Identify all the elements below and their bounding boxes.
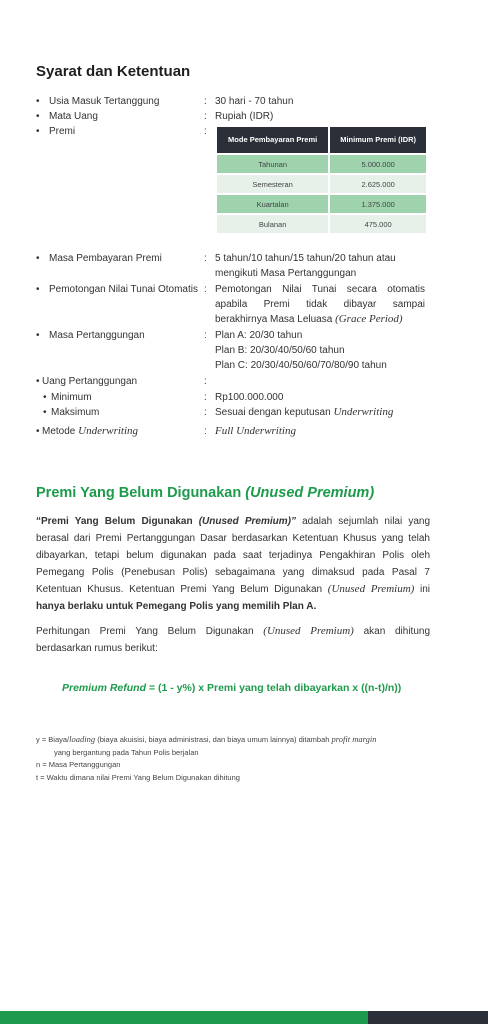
term-value: Sesuai dengan keputusan Underwriting [215,406,394,418]
calculation-paragraph: Perhitungan Premi Yang Belum Digunakan (Unused Premium) akan dihitung berdasarkan rumus berikut: [36,625,431,654]
term-label: Masa Pembayaran Premi [49,253,162,264]
term-value [215,328,425,373]
table-cell-min: 475.000 [330,215,426,233]
table-cell-mode: Tahunan [217,155,330,173]
premi-table [217,125,426,235]
term-label: Minimum [51,392,92,403]
table-cell-min: 1.375.000 [330,195,426,213]
table-cell-min: 2.625.000 [330,175,426,193]
bullet-icon: • [43,392,47,403]
bullet-icon: • [36,376,40,387]
plan-b: Plan B: 20/30/40/50/60 tahun [215,345,345,356]
term-label: Masa Pertanggungan [49,330,145,341]
bullet-icon: • [36,330,40,341]
term-value: Rp100.000.000 [215,392,284,403]
section-title: Premi Yang Belum Digunakan (Unused Premium) [36,485,375,501]
bullet-icon: • [36,284,40,295]
note-y: y = Biaya/loading (biaya akuisisi, biaya administrasi, dan biaya umum lainnya) ditambah profit margin [36,734,377,744]
bullet-icon: • [36,111,40,122]
table-row [217,155,426,173]
term-value: Pemotongan Nilai Tunai secara otomatis apabila Premi tidak dibayar sampai berakhirnya Masa Leluasa (Grace Period) [215,284,425,325]
term-value: 30 hari - 70 tahun [215,96,294,107]
term-value: Full Underwriting [215,425,296,437]
term-label: Pemotongan Nilai Tunai Otomatis [49,284,198,295]
plan-c: Plan C: 20/30/40/50/60/70/80/90 tahun [215,360,387,371]
term-label: Mata Uang [49,111,98,122]
plan-a: Plan A: 20/30 tahun [215,330,303,341]
bullet-icon: • [36,96,40,107]
note-t: t = Waktu dimana nilai Premi Yang Belum Digunakan dihitung [36,772,240,782]
note-n: n = Masa Pertanggungan [36,760,121,769]
note-y-continued: yang bergantung pada Tahun Polis berjalan [54,747,199,757]
table-header-min: Minimum Premi (IDR) [330,127,426,153]
table-cell-min: 5.000.000 [330,155,426,173]
table-cell-mode: Bulanan [217,215,330,233]
unused-definition-paragraph: “Premi Yang Belum Digunakan (Unused Premium)” adalah sejumlah nilai yang berasal dari Premi Pertanggungan Dasar berdasarkan Ketentuan Khusus yang telah dibayarkan, tetapi belum digunakan pada saat terjadinya Pengakhiran Polis oleh Pemegang Polis (Penebusan Polis) sebagaimana yang dimaksud pada Pasal 7 Ketentuan Khusus. Ketentuan Premi Yang Belum Digunakan (Unused Premium) ini hanya berlaku untuk Pemegang Polis yang memilih Plan A. [36,516,431,612]
table-cell-mode: Kuartalan [217,195,330,213]
table-cell-mode: Semesteran [217,175,330,193]
footer-dark-bar [368,1011,488,1024]
formula-notes [36,733,436,784]
bullet-icon: • [43,407,47,418]
footer-green-bar [0,1011,368,1024]
term-value: Rupiah (IDR) [215,111,274,122]
table-row [217,215,426,233]
table-row [217,175,426,193]
term-label: Usia Masuk Tertanggung [49,96,160,107]
term-label: Maksimum [51,407,100,418]
premium-refund-formula: Premium Refund = (1 - y%) x Premi yang telah dibayarkan x ((n-t)/n)) [62,682,402,694]
page-title: Syarat dan Ketentuan [36,63,191,80]
term-value: 5 tahun/10 tahun/15 tahun/20 tahun atau mengikuti Masa Pertanggungan [215,253,396,279]
bullet-icon: • [36,126,40,137]
term-label: Metode Underwriting [42,425,139,437]
bullet-icon: • [36,426,40,437]
table-row [217,195,426,213]
term-label: Uang Pertanggungan [42,376,138,387]
bullet-icon: • [36,253,40,264]
term-label: Premi [49,126,76,137]
table-header-mode: Mode Pembayaran Premi [217,127,330,153]
